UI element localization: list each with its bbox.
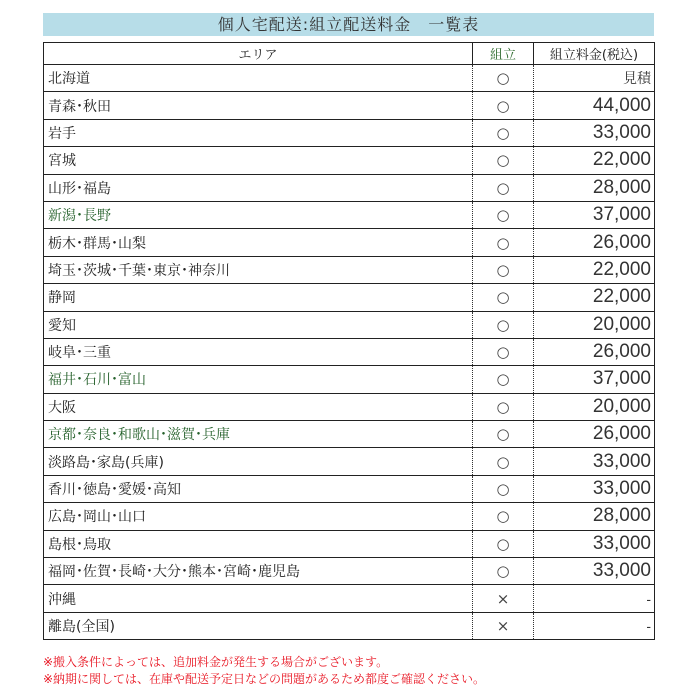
table-row xyxy=(44,448,655,475)
table-row xyxy=(44,585,655,612)
assembly-available-icon: ○ xyxy=(473,229,534,256)
table-row xyxy=(44,229,655,256)
fee-cell: 28,000 xyxy=(534,503,655,530)
table-row xyxy=(44,284,655,311)
area-cell: 愛知 xyxy=(44,311,473,338)
assembly-available-icon: ○ xyxy=(473,530,534,557)
area-cell: 福岡･佐賀･長崎･大分･熊本･宮崎･鹿児島 xyxy=(44,558,473,585)
table-row xyxy=(44,393,655,420)
table-row xyxy=(44,256,655,283)
assembly-available-icon: ○ xyxy=(473,311,534,338)
fee-cell: 33,000 xyxy=(534,558,655,585)
area-cell: 北海道 xyxy=(44,65,473,92)
assembly-available-icon: ○ xyxy=(473,393,534,420)
table-row xyxy=(44,338,655,365)
fee-cell: 44,000 xyxy=(534,92,655,119)
area-cell: 沖縄 xyxy=(44,585,473,612)
area-cell: 山形･福島 xyxy=(44,174,473,201)
area-cell: 埼玉･茨城･千葉･東京･神奈川 xyxy=(44,256,473,283)
fee-cell: 33,000 xyxy=(534,530,655,557)
assembly-available-icon: ○ xyxy=(473,147,534,174)
fee-cell: - xyxy=(534,612,655,639)
assembly-unavailable-icon: × xyxy=(473,585,534,612)
area-cell: 栃木･群馬･山梨 xyxy=(44,229,473,256)
fee-cell: 33,000 xyxy=(534,119,655,146)
table-row xyxy=(44,92,655,119)
area-cell: 香川･徳島･愛媛･高知 xyxy=(44,475,473,502)
assembly-available-icon: ○ xyxy=(473,256,534,283)
assembly-available-icon: ○ xyxy=(473,284,534,311)
table-body xyxy=(44,65,655,640)
area-cell: 宮城 xyxy=(44,147,473,174)
fee-cell: 28,000 xyxy=(534,174,655,201)
table-row xyxy=(44,530,655,557)
area-cell: 大阪 xyxy=(44,393,473,420)
table-row xyxy=(44,201,655,228)
assembly-available-icon: ○ xyxy=(473,475,534,502)
assembly-available-icon: ○ xyxy=(473,338,534,365)
fee-cell: 33,000 xyxy=(534,475,655,502)
table-row xyxy=(44,174,655,201)
area-cell: 島根･鳥取 xyxy=(44,530,473,557)
fee-cell: 26,000 xyxy=(534,229,655,256)
area-cell: 新潟･長野 xyxy=(44,201,473,228)
table-row xyxy=(44,475,655,502)
assembly-available-icon: ○ xyxy=(473,366,534,393)
assembly-available-icon: ○ xyxy=(473,201,534,228)
area-cell: 離島(全国) xyxy=(44,612,473,639)
assembly-available-icon: ○ xyxy=(473,558,534,585)
page-title: 個人宅配送:組立配送料金 一覧表 xyxy=(43,13,654,36)
table-row xyxy=(44,366,655,393)
assembly-available-icon: ○ xyxy=(473,119,534,146)
fee-cell: 37,000 xyxy=(534,366,655,393)
table-row xyxy=(44,612,655,639)
table-row xyxy=(44,558,655,585)
table-row xyxy=(44,503,655,530)
assembly-available-icon: ○ xyxy=(473,92,534,119)
fee-cell: 20,000 xyxy=(534,311,655,338)
area-cell: 岐阜･三重 xyxy=(44,338,473,365)
table-row xyxy=(44,147,655,174)
assembly-available-icon: ○ xyxy=(473,65,534,92)
fee-cell: 22,000 xyxy=(534,284,655,311)
table-row xyxy=(44,65,655,92)
area-cell: 岩手 xyxy=(44,119,473,146)
fee-cell: 20,000 xyxy=(534,393,655,420)
header-fee: 組立料金(税込) xyxy=(534,43,655,65)
note-additional-fee: ※搬入条件によっては、追加料金が発生する場合がございます。 xyxy=(43,655,389,669)
header-assembly: 組立 xyxy=(473,43,534,65)
header-area: エリア xyxy=(44,43,473,65)
fee-cell: 26,000 xyxy=(534,338,655,365)
fee-cell: 26,000 xyxy=(534,421,655,448)
fee-cell: 22,000 xyxy=(534,256,655,283)
notes xyxy=(43,654,485,688)
table-row xyxy=(44,119,655,146)
area-cell: 福井･石川･富山 xyxy=(44,366,473,393)
fee-cell: 22,000 xyxy=(534,147,655,174)
area-cell: 静岡 xyxy=(44,284,473,311)
fee-cell: 33,000 xyxy=(534,448,655,475)
fee-cell: 37,000 xyxy=(534,201,655,228)
table-header-row xyxy=(44,43,655,65)
area-cell: 京都･奈良･和歌山･滋賀･兵庫 xyxy=(44,421,473,448)
table-row xyxy=(44,421,655,448)
area-cell: 淡路島･家島(兵庫) xyxy=(44,448,473,475)
assembly-available-icon: ○ xyxy=(473,503,534,530)
area-cell: 広島･岡山･山口 xyxy=(44,503,473,530)
assembly-available-icon: ○ xyxy=(473,421,534,448)
assembly-available-icon: ○ xyxy=(473,174,534,201)
note-delivery-date: ※納期に関しては、在庫や配送予定日などの問題があるため都度ご確認ください。 xyxy=(43,672,486,686)
delivery-fee-table xyxy=(43,42,655,640)
fee-cell: - xyxy=(534,585,655,612)
fee-cell: 見積 xyxy=(534,65,655,92)
area-cell: 青森･秋田 xyxy=(44,92,473,119)
assembly-unavailable-icon: × xyxy=(473,612,534,639)
assembly-available-icon: ○ xyxy=(473,448,534,475)
table-row xyxy=(44,311,655,338)
